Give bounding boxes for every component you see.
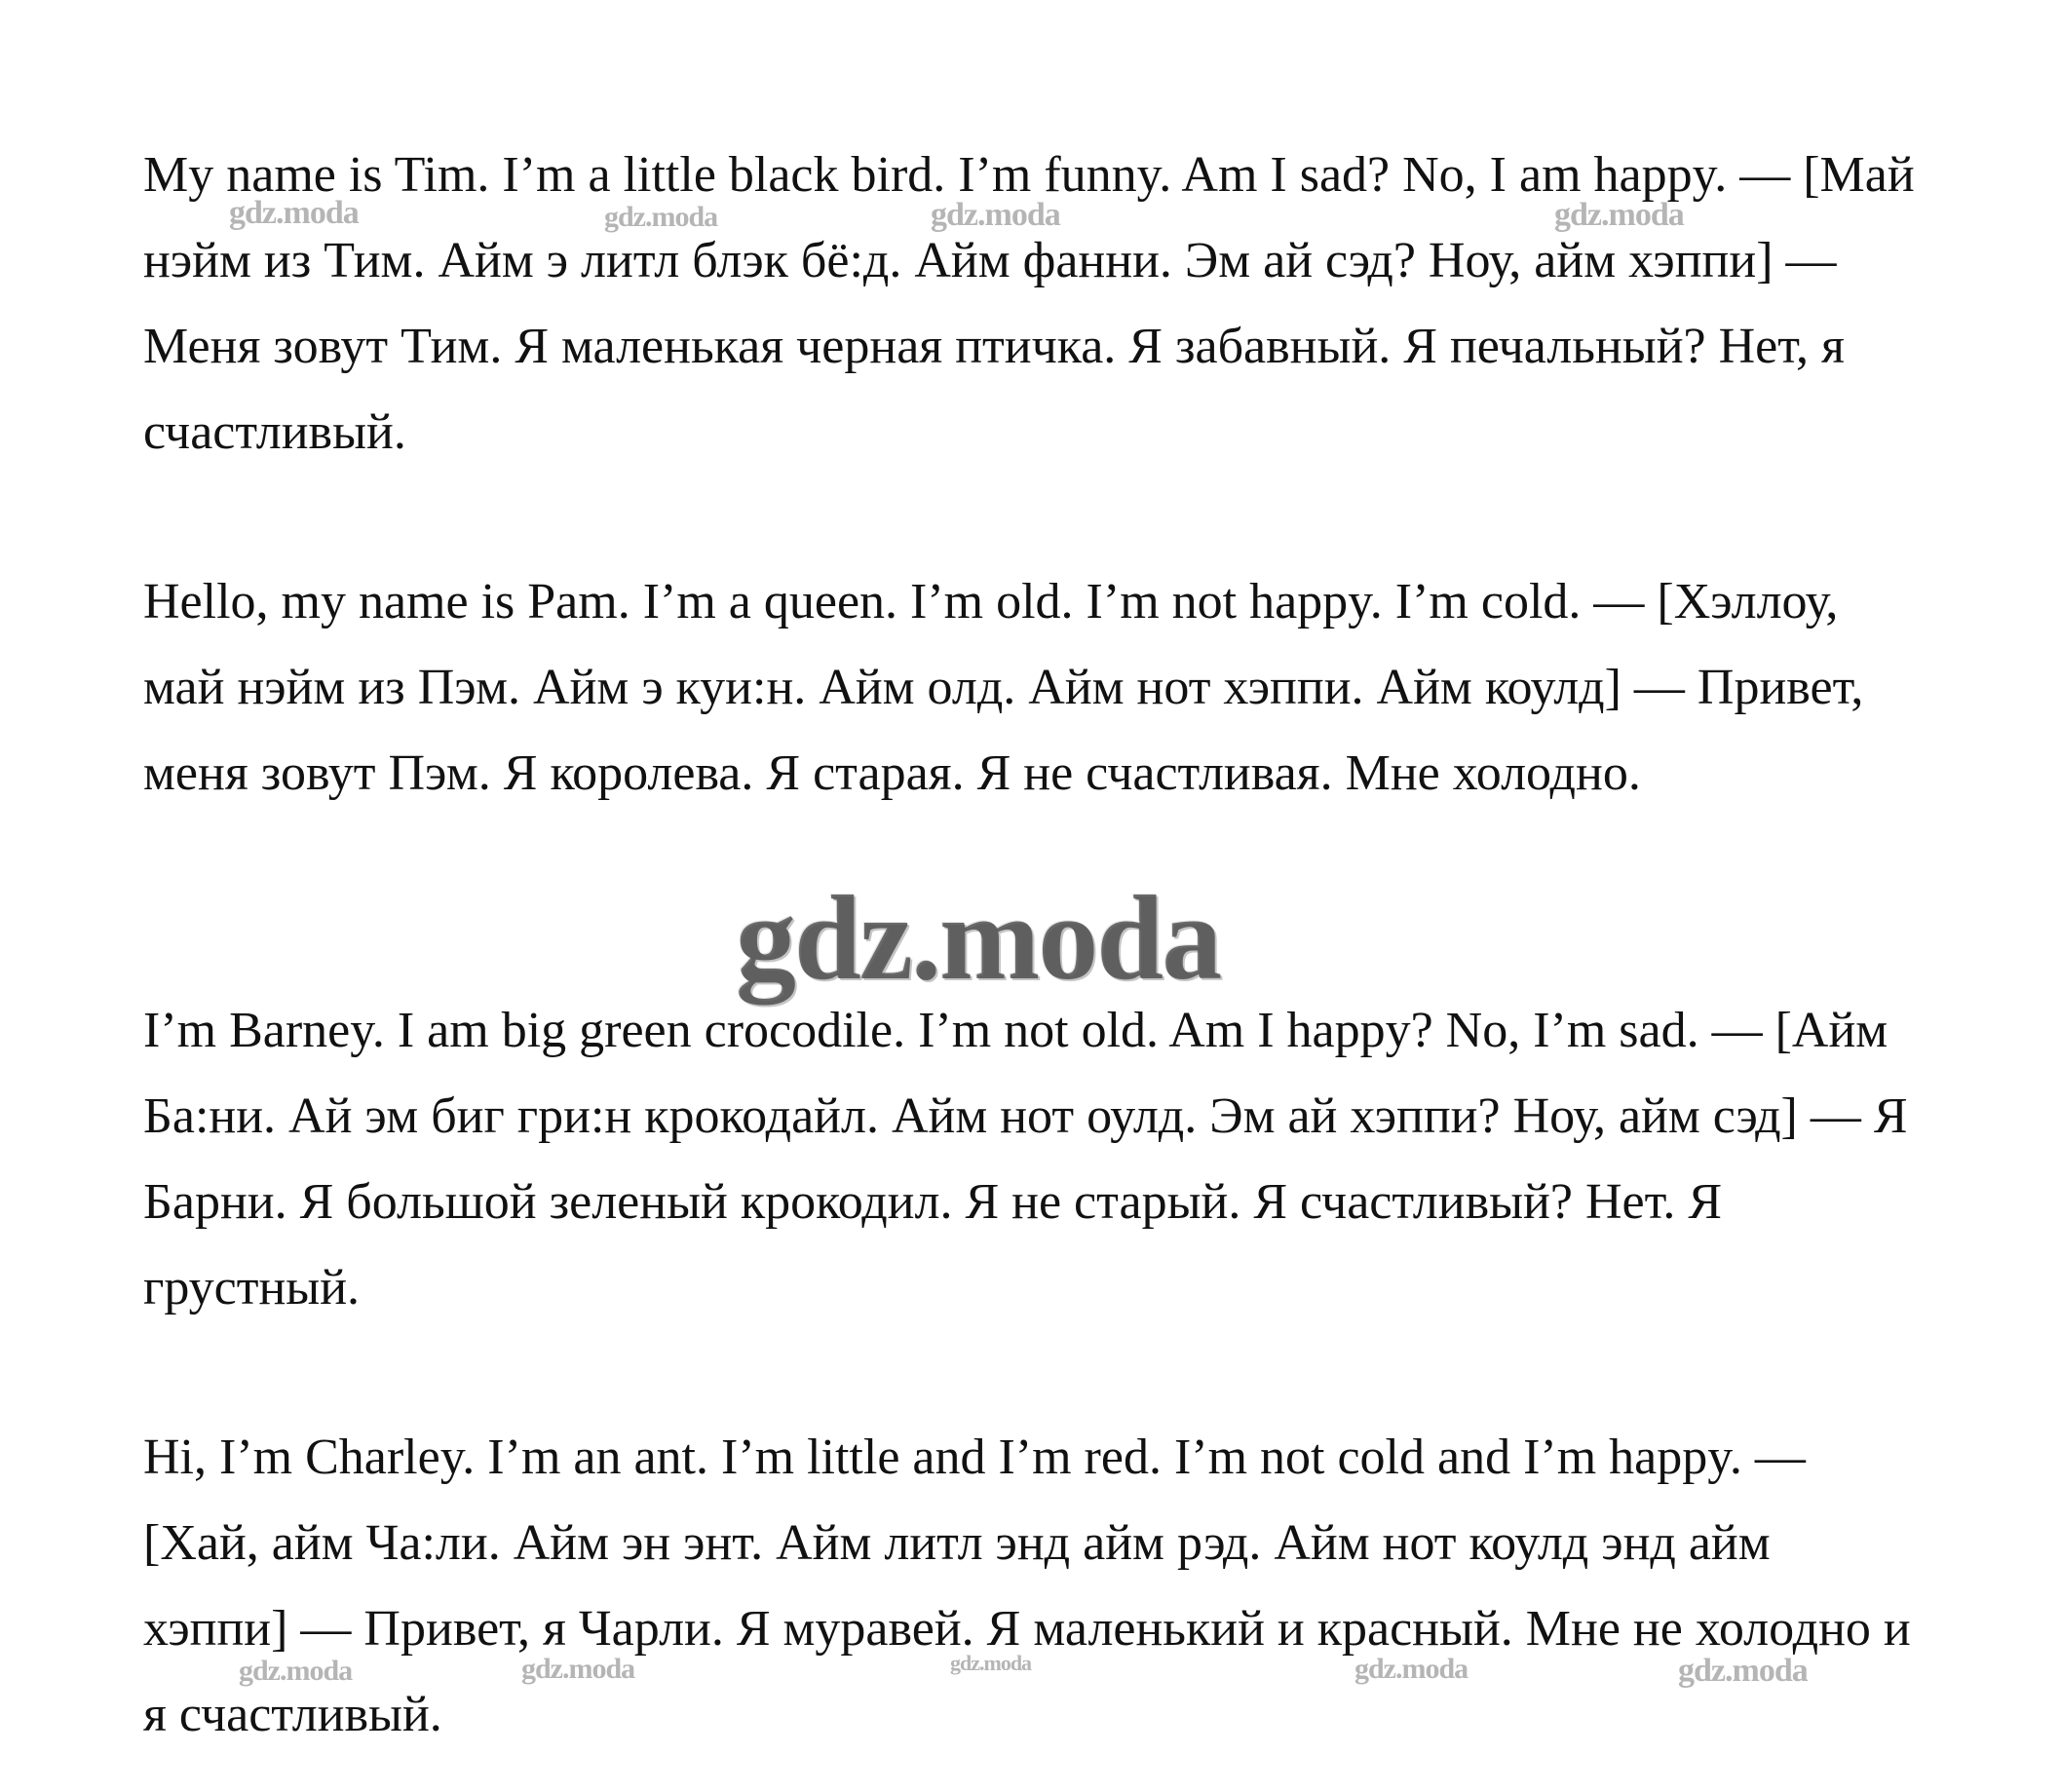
paragraph-barney: I’m Barney. I am big green crocodile. I’m not old. Am I happy? No, I’m sad. — [Айм Ба:ни. Ай эм биг гри:н крокодайл. Айм нот оулд. Эм ай хэппи? Ноу, айм сэд] — Я Барни. Я большой зеленый крокодил. Я не старый. Я счастливый? Нет. Я грустный.	[143, 1003, 1908, 1315]
watermark-large: gdz.moda	[736, 871, 1221, 1005]
paragraph-pam: Hello, my name is Pam. I’m a queen. I’m old. I’m not happy. I’m cold. — [Хэллоу, май нэйм из Пэм. Айм э куи:н. Айм олд. Айм нот хэппи. Айм коулд] — Привет, меня зовут Пэм. Я королева. Я старая. Я не счастливая. Мне холодно.	[143, 574, 1864, 801]
watermark: gdz.moda	[239, 1655, 353, 1687]
watermark: gdz.moda	[950, 1651, 1032, 1675]
watermark: gdz.moda	[604, 201, 718, 233]
watermark: gdz.moda	[521, 1653, 635, 1685]
paragraph-tim: My name is Tim. I’m a little black bird. I’m funny. Am I sad? No, I am happy. — [Май нэйм из Тим. Айм э литл блэк бё:д. Айм фанни. Эм ай сэд? Ноу, айм хэппи] — Меня зовут Тим. Я маленькая черная птичка. Я забавный. Я печальный? Нет, я счастливый.	[143, 147, 1915, 460]
watermark: gdz.moda	[1554, 197, 1684, 233]
paragraph-charley: Hi, I’m Charley. I’m an ant. I’m little and I’m red. I’m not cold and I’m happy. — [Хай, айм Ча:ли. Айм эн энт. Айм литл энд айм рэд. Айм нот коулд энд айм хэппи] — Привет, я Чарли. Я муравей. Я маленький и красный. Мне не холодно и я счастливый.	[143, 1430, 1911, 1742]
watermark: gdz.moda	[229, 195, 359, 231]
watermark: gdz.moda	[1678, 1653, 1808, 1689]
watermark: gdz.moda	[1354, 1653, 1469, 1685]
watermark: gdz.moda	[931, 197, 1060, 233]
